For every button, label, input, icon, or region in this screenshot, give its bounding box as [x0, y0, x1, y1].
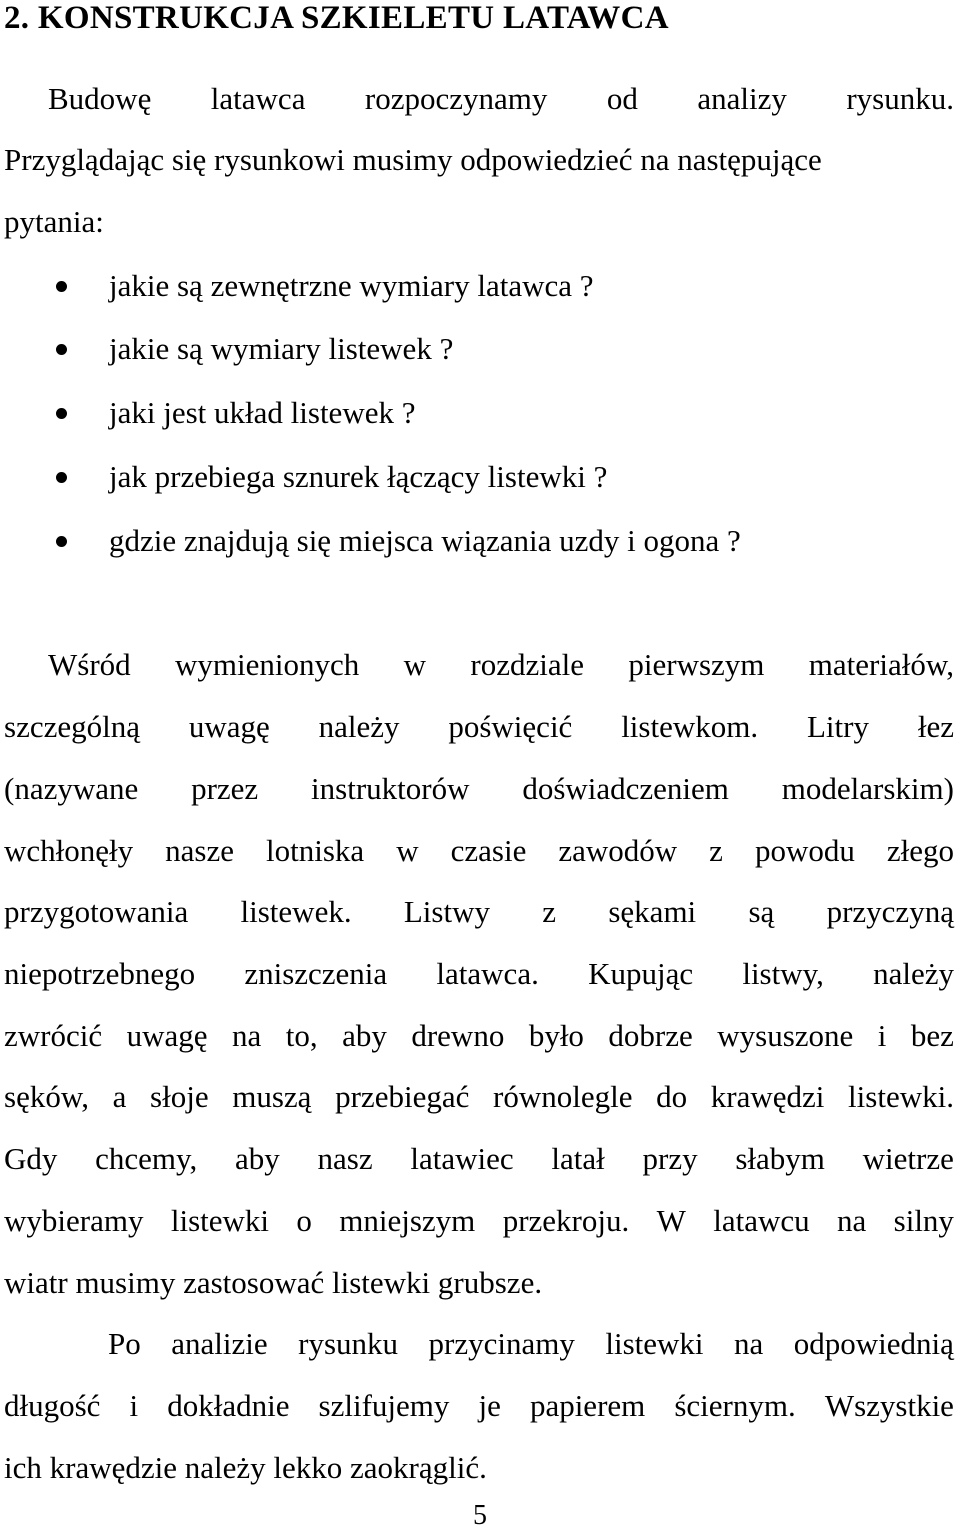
bullet-icon — [56, 536, 67, 547]
word: wysuszone — [717, 1018, 854, 1053]
paragraph-2-line — [4, 769, 954, 809]
word: Po — [108, 1326, 141, 1361]
word: rysunku — [298, 1326, 399, 1361]
word: i — [129, 1388, 139, 1423]
word: i — [877, 1018, 887, 1053]
word: należy — [318, 709, 400, 744]
word: Kupując — [588, 956, 694, 991]
word: o — [296, 1203, 312, 1238]
word: latawcu — [713, 1203, 810, 1238]
word: sękami — [608, 894, 697, 929]
word: w — [403, 647, 427, 682]
word: krawędzi — [710, 1079, 825, 1114]
word: latawiec — [410, 1141, 514, 1176]
paragraph-2-line — [48, 645, 954, 685]
word: przekroju. — [502, 1203, 630, 1238]
question-list-item — [56, 329, 453, 369]
word: doświadczeniem — [522, 771, 729, 806]
word: modelarskim) — [781, 771, 954, 806]
question-list-item — [56, 521, 741, 561]
word: złego — [886, 833, 954, 868]
word: przebiegać — [335, 1079, 470, 1114]
question-text: jakie są zewnętrzne wymiary latawca ? — [109, 268, 594, 303]
word: było — [528, 1018, 584, 1053]
word: do — [656, 1079, 688, 1114]
word: rozdziale — [470, 647, 585, 682]
word: z — [542, 894, 557, 929]
word: ściernym. — [674, 1388, 796, 1423]
word: listwy, — [742, 956, 824, 991]
word: instruktorów — [311, 771, 470, 806]
word: są — [748, 894, 775, 929]
paragraph-3-last-line: ich krawędzie należy lekko zaokrąglić. — [4, 1450, 487, 1485]
word: łez — [917, 709, 954, 744]
question-text: gdzie znajdują się miejsca wiązania uzdy i ogona ? — [109, 523, 741, 558]
word: latawca. — [436, 956, 539, 991]
word: w — [396, 833, 419, 868]
word: słoje — [150, 1079, 209, 1114]
paragraph-3-line — [108, 1324, 954, 1364]
word: od — [606, 81, 638, 116]
word: latawca — [210, 81, 306, 116]
word: przyczyną — [826, 894, 954, 929]
word: nasze — [165, 833, 234, 868]
word: analizie — [171, 1326, 268, 1361]
word: wymienionych — [175, 647, 360, 682]
word: silny — [893, 1203, 954, 1238]
word: to, — [285, 1018, 318, 1053]
word: chcemy, — [95, 1141, 198, 1176]
word: materiałów, — [808, 647, 954, 682]
word: Listwy — [403, 894, 490, 929]
paragraph-2-line — [4, 892, 954, 932]
word: poświęcić — [448, 709, 573, 744]
word: długość — [4, 1388, 101, 1423]
paragraph-2-line — [4, 1077, 954, 1117]
word: papierem — [529, 1388, 646, 1423]
intro-line-3: pytania: — [4, 204, 104, 239]
word: listewki — [605, 1326, 704, 1361]
paragraph-3-line — [4, 1386, 954, 1426]
word: odpowiednią — [793, 1326, 954, 1361]
word: szczególną — [4, 709, 140, 744]
word: muszą — [232, 1079, 312, 1114]
intro-line-1 — [48, 79, 954, 119]
word: uwagę — [126, 1018, 208, 1053]
word: niepotrzebnego — [4, 956, 196, 991]
bullet-icon — [56, 408, 67, 419]
word: (nazywane — [4, 771, 139, 806]
word: zawodów — [558, 833, 678, 868]
word: słabym — [735, 1141, 825, 1176]
word: na — [837, 1203, 867, 1238]
word: bez — [910, 1018, 954, 1053]
word: przez — [191, 771, 259, 806]
word: pierwszym — [628, 647, 765, 682]
word: należy — [873, 956, 954, 991]
word: drewno — [411, 1018, 505, 1053]
word: szlifujemy — [318, 1388, 450, 1423]
word: Wśród — [48, 647, 131, 682]
bullet-icon — [56, 344, 67, 355]
word: wybieramy — [4, 1203, 144, 1238]
bullet-icon — [56, 281, 67, 292]
word: Gdy — [4, 1141, 58, 1176]
paragraph-2-line — [4, 954, 954, 994]
paragraph-2-line — [4, 1016, 954, 1056]
word: W — [656, 1203, 686, 1238]
word: latał — [551, 1141, 605, 1176]
word: a — [112, 1079, 127, 1114]
word: lotniska — [266, 833, 365, 868]
word: uwagę — [188, 709, 270, 744]
word: listewki — [170, 1203, 270, 1238]
word: na — [734, 1326, 764, 1361]
paragraph-2-last-line: wiatr musimy zastosować listewki grubsze. — [4, 1265, 543, 1300]
paragraph-2-line — [4, 1139, 954, 1179]
page-number: 5 — [473, 1500, 487, 1531]
word: Litry — [806, 709, 869, 744]
question-text: jakie są wymiary listewek ? — [109, 331, 454, 366]
word: Budowę — [48, 81, 152, 116]
word: wietrze — [862, 1141, 954, 1176]
word: listewki. — [848, 1079, 954, 1114]
question-list-item — [56, 457, 607, 497]
question-list-item — [56, 393, 415, 433]
word: dobrze — [608, 1018, 693, 1053]
word: z — [709, 833, 723, 868]
bullet-icon — [56, 472, 67, 483]
paragraph-2-line — [4, 831, 954, 871]
word: zwrócić — [4, 1018, 103, 1053]
question-list-item — [56, 266, 594, 306]
word: równolegle — [493, 1079, 633, 1114]
word: powodu — [754, 833, 855, 868]
word: aby — [235, 1141, 280, 1176]
word: przy — [642, 1141, 698, 1176]
word: aby — [342, 1018, 387, 1053]
word: wchłonęły — [4, 833, 134, 868]
word: przygotowania — [4, 894, 189, 929]
word: rozpoczynamy — [364, 81, 548, 116]
paragraph-2-line — [4, 1201, 954, 1241]
word: listewkom. — [621, 709, 759, 744]
word: sęków, — [4, 1079, 89, 1114]
question-text: jaki jest układ listewek ? — [109, 395, 416, 430]
section-heading: 2. KONSTRUKCJA SZKIELETU LATAWCA — [4, 0, 669, 36]
word: przycinamy — [428, 1326, 575, 1361]
word: listewek. — [240, 894, 352, 929]
word: czasie — [450, 833, 527, 868]
word: nasz — [317, 1141, 373, 1176]
word: zniszczenia — [244, 956, 388, 991]
word: analizy — [697, 81, 787, 116]
word: je — [478, 1388, 501, 1423]
word: mniejszym — [339, 1203, 476, 1238]
word: dokładnie — [167, 1388, 290, 1423]
word: rysunku. — [846, 81, 954, 116]
intro-line-2: Przyglądając się rysunkowi musimy odpowiedzieć na następujące — [4, 142, 822, 177]
question-text: jak przebiega sznurek łączący listewki ? — [109, 459, 608, 494]
paragraph-2-line — [4, 707, 954, 747]
word: na — [231, 1018, 262, 1053]
word: Wszystkie — [824, 1388, 954, 1423]
